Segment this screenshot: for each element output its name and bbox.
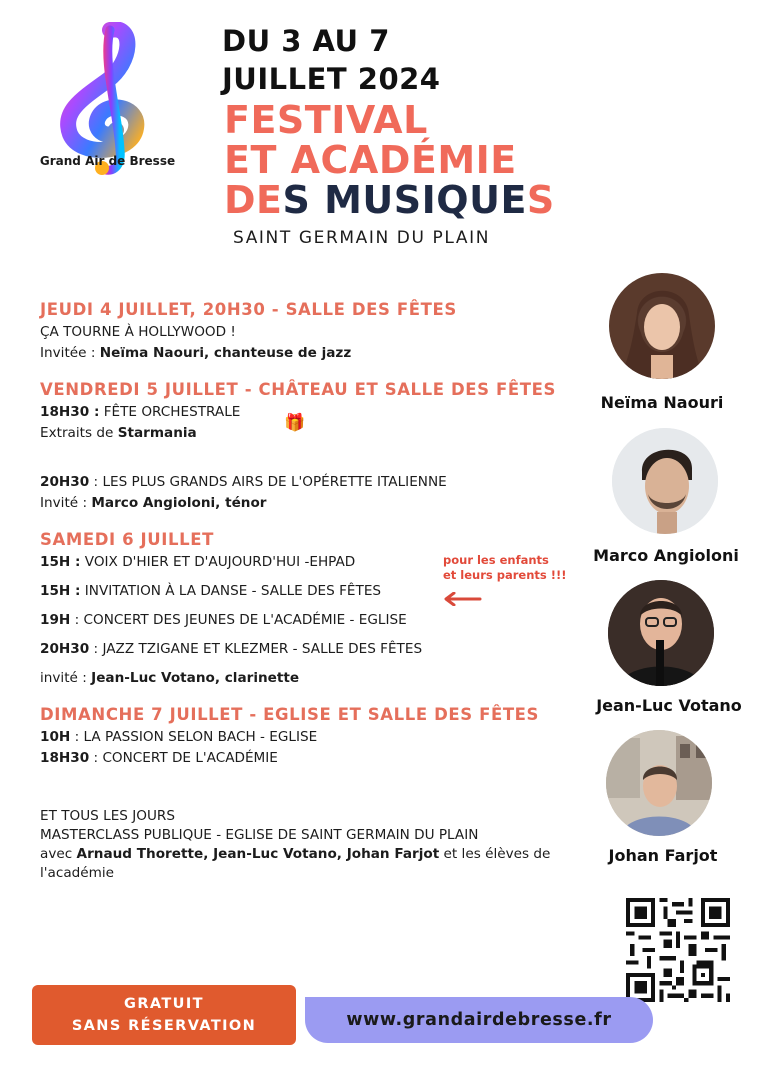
day-heading-jeudi: JEUDI 4 JUILLET, 20H30 - SALLE DES FÊTES <box>40 300 457 319</box>
website-link[interactable]: www.grandairdebresse.fr <box>346 1010 612 1030</box>
portrait-image <box>612 428 718 534</box>
event-line: 18H30 : FÊTE ORCHESTRALE <box>40 404 241 420</box>
daily-line-2: MASTERCLASS PUBLIQUE - EGLISE DE SAINT GERMAIN DU PLAIN <box>40 827 479 843</box>
day-heading-samedi: SAMEDI 6 JUILLET <box>40 530 214 549</box>
artist-portrait-neima <box>609 273 715 379</box>
arrow-left-icon <box>442 592 482 606</box>
daily-line-4: l'académie <box>40 865 115 881</box>
daily-line-1: ET TOUS LES JOURS <box>40 808 175 824</box>
event-line: 10H : LA PASSION SELON BACH - EGLISE <box>40 729 318 745</box>
gift-icon: 🎁 <box>284 413 306 433</box>
brand-name: Grand Air de Bresse <box>39 154 176 168</box>
title-line-3-b: S MUSIQUE <box>282 178 527 222</box>
title-line-1: FESTIVAL <box>224 98 428 142</box>
event-guest: Invitée : Neïma Naouri, chanteuse de jazz <box>40 345 352 361</box>
event-guest: Invité : Marco Angioloni, ténor <box>40 495 267 511</box>
day-heading-dimanche: DIMANCHE 7 JUILLET - EGLISE ET SALLE DES FÊTES <box>40 705 540 724</box>
artist-name: Johan Farjot <box>608 846 718 865</box>
artist-portrait-johan <box>606 730 712 836</box>
event-line: 20H30 : LES PLUS GRANDS AIRS DE L'OPÉRETTE ITALIENNE <box>40 474 447 490</box>
dates-line-1: DU 3 AU 7 <box>222 24 390 58</box>
festival-dates <box>222 22 441 98</box>
event-title: ÇA TOURNE À HOLLYWOOD ! <box>40 324 236 340</box>
artist-name: Jean-Luc Votano <box>596 696 742 715</box>
festival-title <box>224 100 555 220</box>
qr-code[interactable] <box>626 898 730 1002</box>
event-guest: invité : Jean-Luc Votano, clarinette <box>40 670 300 686</box>
artist-name: Marco Angioloni <box>593 546 739 565</box>
kids-note: pour les enfants et leurs parents !!! <box>443 553 567 582</box>
day-heading-vendredi: VENDREDI 5 JUILLET - CHÂTEAU ET SALLE DES FÊTES <box>40 380 556 399</box>
artist-portrait-jean-luc <box>608 580 714 686</box>
free-entry-badge: GRATUIT SANS RÉSERVATION <box>32 985 296 1045</box>
artist-portrait-marco <box>612 428 718 534</box>
title-line-2: ET ACADÉMIE <box>224 138 517 182</box>
event-line: 19H : CONCERT DES JEUNES DE L'ACADÉMIE - EGLISE <box>40 612 407 628</box>
festival-place: SAINT GERMAIN DU PLAIN <box>233 228 491 248</box>
title-line-3 <box>224 180 555 220</box>
artist-name: Neïma Naouri <box>600 393 724 412</box>
dates-line-2: JUILLET 2024 <box>222 62 441 96</box>
daily-line-3: avec Arnaud Thorette, Jean-Luc Votano, Johan Farjot et les élèves de <box>40 846 551 862</box>
event-line: 15H : INVITATION À LA DANSE - SALLE DES FÊTES <box>40 583 382 599</box>
event-line: 20H30 : JAZZ TZIGANE ET KLEZMER - SALLE DES FÊTES <box>40 641 423 657</box>
title-line-3-a: DE <box>224 178 283 222</box>
event-extract: Extraits de Starmania <box>40 425 197 441</box>
portrait-image <box>606 730 712 836</box>
portrait-image <box>608 580 714 686</box>
event-line: 15H : VOIX D'HIER ET D'AUJOURD'HUI -EHPAD <box>40 554 356 570</box>
program <box>40 298 600 883</box>
title-line-3-c: S <box>526 178 555 222</box>
portrait-image <box>609 273 715 379</box>
event-line: 18H30 : CONCERT DE L'ACADÉMIE <box>40 750 278 766</box>
